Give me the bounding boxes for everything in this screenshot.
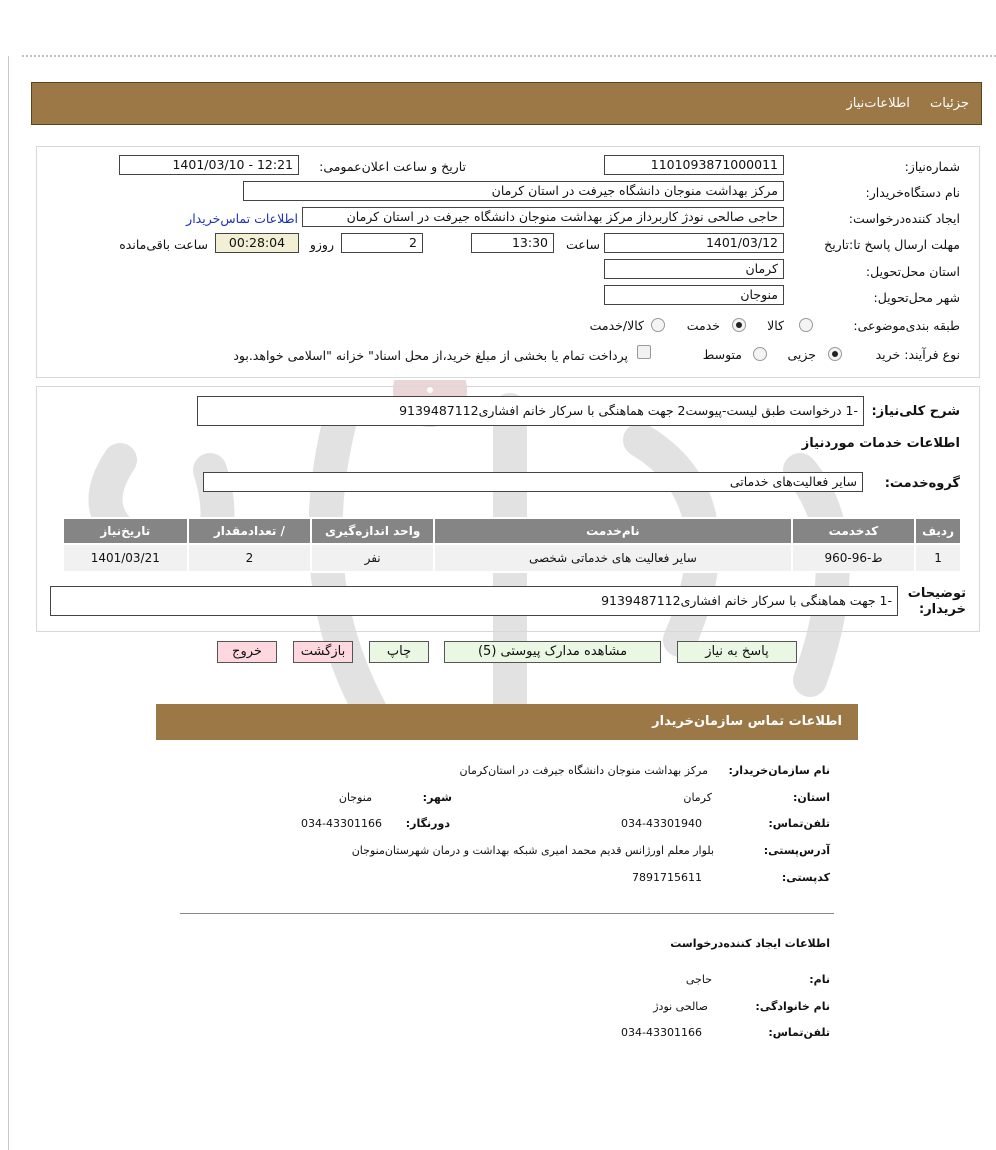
- col-service-name: نام‌خدمت: [434, 518, 792, 544]
- province-label: استان محل‌تحویل:: [865, 264, 960, 279]
- radio-medium-label: متوسط: [702, 347, 742, 362]
- contact-province-label: استان:: [793, 791, 830, 804]
- cell-service-code: ط-96-960: [792, 544, 915, 572]
- summary-field: -1 درخواست طبق لیست-پیوست2 جهت هماهنگی با سرکار خانم افشاری9139487112: [197, 396, 864, 426]
- creator-phone-label: تلفن‌تماس:: [768, 1026, 830, 1039]
- announce-label: تاریخ و ساعت اعلان‌عمومی:: [319, 159, 466, 174]
- contact-city-label: شهر:: [422, 791, 452, 804]
- col-service-code: کدخدمت: [792, 518, 915, 544]
- radio-goods-label: کالا: [767, 318, 784, 333]
- category-label: طبقه بندی‌موضوعی:: [853, 318, 960, 333]
- creator-family-value: صالحی نودژ: [653, 1000, 708, 1013]
- contact-postal-value: 7891715611: [632, 871, 702, 884]
- contact-fax-label: دورنگار:: [405, 817, 450, 830]
- creator-field: حاجی صالحی نودژ کاربرداز مرکز بهداشت منوجان دانشگاه جیرفت در استان کرمان: [302, 207, 784, 227]
- contact-address-value: بلوار معلم اورژانس قدیم محمد امیری شبکه بهداشت و درمان شهرستان‌منوجان: [351, 844, 714, 857]
- radio-service[interactable]: [732, 318, 746, 332]
- buyer-contact-header: اطلاعات تماس سازمان‌خریدار: [156, 704, 858, 740]
- services-table: [62, 517, 962, 573]
- process-label: نوع فرآیند: خرید: [875, 347, 960, 362]
- summary-label: شرح کلی‌نیاز:: [871, 404, 960, 419]
- contact-fax-value: 034-43301166: [301, 817, 382, 830]
- back-button[interactable]: بازگشت: [293, 641, 353, 663]
- page-left-rule: [8, 56, 9, 1150]
- buyer-notes-field: -1 جهت هماهنگی با سرکار خانم افشاری9139487112: [50, 586, 898, 616]
- reply-button[interactable]: پاسخ به نیاز: [677, 641, 797, 663]
- contact-city-value: منوجان: [338, 791, 372, 804]
- creator-family-label: نام خانوادگی:: [755, 1000, 830, 1013]
- city-label: شهر محل‌تحویل:: [873, 290, 960, 305]
- contact-province-value: کرمان: [683, 791, 712, 804]
- remaining-time-field: 00:28:04: [215, 233, 299, 253]
- radio-goods-service[interactable]: [651, 318, 665, 332]
- buyer-org-field: مرکز بهداشت منوجان دانشگاه جیرفت در استان کرمان: [243, 181, 784, 201]
- creator-phone-value: 034-43301166: [621, 1026, 702, 1039]
- contact-address-label: آدرس‌پستی:: [763, 844, 830, 857]
- service-group-field: سایر فعالیت‌های خدماتی: [203, 472, 863, 492]
- remaining-label: ساعت باقی‌مانده: [119, 237, 208, 252]
- services-title: اطلاعات خدمات موردنیاز: [801, 436, 960, 451]
- contact-phone-value: 034-43301940: [621, 817, 702, 830]
- cell-quantity: 2: [188, 544, 312, 572]
- treasury-payment-label: پرداخت تمام یا بخشی از مبلغ خرید،از محل اسناد" خزانه "اسلامی خواهد.بود: [233, 348, 628, 363]
- city-field: منوجان: [604, 285, 784, 305]
- days-field: 2: [341, 233, 423, 253]
- attachments-button[interactable]: مشاهده مدارک پیوستی (5): [444, 641, 661, 663]
- col-unit: واحد اندازه‌گیری: [311, 518, 434, 544]
- col-quantity: / تعدادمقدار: [188, 518, 312, 544]
- contact-divider: [180, 913, 834, 914]
- cell-unit: نفر: [311, 544, 434, 572]
- table-header-row: [63, 518, 961, 544]
- province-field: کرمان: [604, 259, 784, 279]
- radio-goods[interactable]: [799, 318, 813, 332]
- buyer-notes-label: توضیحات خریدار:: [907, 586, 966, 617]
- creator-label: ایجاد کننده‌درخواست:: [848, 211, 960, 226]
- radio-goods-service-label: کالا/خدمت: [589, 318, 644, 333]
- creator-info-title: اطلاعات ایجاد کننده‌درخواست: [670, 937, 830, 950]
- tab-need-info[interactable]: اطلاعات‌نیاز: [846, 96, 910, 111]
- announce-field: 1401/03/10 - 12:21: [119, 155, 299, 175]
- contact-org-label: نام سازمان‌خریدار:: [728, 764, 830, 777]
- cell-service-name: سایر فعالیت های خدماتی شخصی: [434, 544, 792, 572]
- radio-partial-label: جزیی: [787, 347, 816, 362]
- buyer-contact-link[interactable]: اطلاعات تماس‌خریدار: [186, 211, 298, 226]
- days-label: روزو: [309, 237, 334, 252]
- dotted-divider: [22, 55, 996, 57]
- need-number-label: شماره‌نیاز:: [904, 159, 960, 174]
- radio-service-label: خدمت: [686, 318, 720, 333]
- exit-button[interactable]: خروج: [217, 641, 277, 663]
- deadline-label: مهلت ارسال پاسخ تا:تاریخ: [824, 237, 960, 252]
- print-button[interactable]: چاپ: [369, 641, 429, 663]
- creator-name-label: نام:: [809, 973, 830, 986]
- cell-row: 1: [915, 544, 961, 572]
- radio-partial[interactable]: [828, 347, 842, 361]
- deadline-time-field: 13:30: [471, 233, 554, 253]
- contact-org-value: مرکز بهداشت منوجان دانشگاه جیرفت در استان‌کرمان: [459, 764, 708, 777]
- contact-phone-label: تلفن‌تماس:: [768, 817, 830, 830]
- page-tab-bar: [31, 82, 982, 125]
- contact-postal-label: کد‌پستی:: [781, 871, 830, 884]
- table-row: [63, 544, 961, 572]
- deadline-time-label: ساعت: [565, 237, 600, 252]
- buyer-org-label: نام دستگاه‌خریدار:: [865, 185, 960, 200]
- need-number-field: 1101093871000011: [604, 155, 784, 175]
- cell-need-date: 1401/03/21: [63, 544, 188, 572]
- service-group-label: گروه‌خدمت:: [884, 476, 960, 491]
- tab-details[interactable]: جزئیات: [930, 96, 969, 111]
- radio-medium[interactable]: [753, 347, 767, 361]
- col-need-date: تاریخ‌نیاز: [63, 518, 188, 544]
- treasury-payment-checkbox[interactable]: [637, 345, 651, 359]
- col-row: ردیف: [915, 518, 961, 544]
- deadline-date-field: 1401/03/12: [604, 233, 784, 253]
- creator-name-value: حاجی: [685, 973, 712, 986]
